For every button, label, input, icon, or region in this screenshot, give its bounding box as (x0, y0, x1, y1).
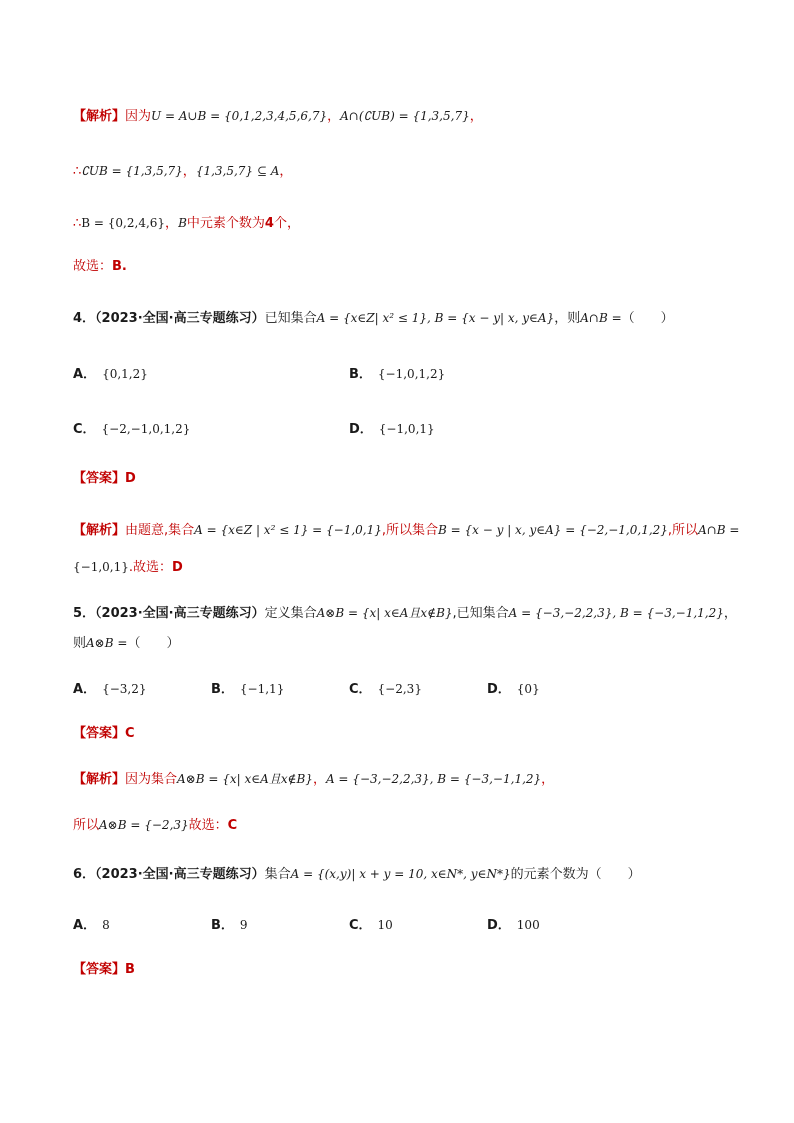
question-text: ， (723, 606, 737, 621)
separator: ， (312, 772, 326, 787)
analysis-label: 【解析】 (73, 772, 126, 787)
question-number: 5． (73, 606, 96, 621)
q6-answer (73, 961, 135, 979)
q4-option-b (349, 365, 445, 384)
q3-analysis-line1 (73, 107, 483, 126)
answer-value: B (125, 962, 135, 977)
option-value: {0} (516, 682, 540, 696)
q4-answer (73, 470, 136, 488)
q5-stem-line2 (73, 634, 179, 653)
count-value: 4 (264, 216, 274, 231)
option-value: {−1,0,1} (378, 422, 435, 436)
question-source: （2023·全国·高三专题练习） (95, 311, 265, 326)
question-text: 集合 (264, 867, 291, 882)
math-expression: B = {0,2,4,6} (81, 216, 166, 230)
q5-answer (73, 725, 135, 743)
question-text: 已知集合 (264, 311, 317, 326)
answer-label: 【答案】 (73, 726, 126, 741)
option-value: {−1,0,1,2} (377, 367, 446, 381)
analysis-text: 中元素个数为 (186, 216, 265, 231)
option-label: C． (349, 918, 372, 933)
answer-label: 【答案】 (73, 962, 126, 977)
option-value: {−2,3} (377, 682, 422, 696)
math-expression: A = {−3,−2,2,3}, B = {−3,−1,1,2} (325, 772, 542, 786)
analysis-label: 【解析】 (73, 109, 126, 124)
option-label: D． (487, 918, 511, 933)
option-value: {−3,2} (102, 682, 147, 696)
question-number: 6． (73, 867, 96, 882)
q5-stem-line1 (73, 604, 737, 623)
analysis-text: 因为集合 (125, 772, 178, 787)
question-text: 的元素个数为（ ） (510, 867, 641, 882)
question-text: 定义集合 (264, 606, 317, 621)
answer-label: 【答案】 (73, 471, 126, 486)
option-value: 8 (102, 918, 110, 932)
option-label: B． (211, 918, 234, 933)
analysis-text: 因为 (125, 109, 152, 124)
separator: ， (469, 109, 483, 124)
q5-analysis-line2 (73, 816, 237, 835)
analysis-text: 由题意,集合 (125, 523, 195, 538)
option-label: D． (349, 422, 373, 437)
q3-analysis-line3 (73, 214, 300, 233)
math-expression: B (178, 216, 187, 230)
math-expression: ∁UB = {1,3,5,7} (81, 164, 183, 178)
math-expression: A⊗B = {x| x∈A且x∉B} (316, 606, 453, 620)
choice-label: .故选： (128, 560, 172, 575)
option-label: B． (211, 682, 234, 697)
question-source: （2023·全国·高三专题练习） (95, 867, 265, 882)
analysis-text: 所以 (73, 818, 100, 833)
answer-value: D (125, 471, 136, 486)
choice-label: 故选： (188, 818, 228, 833)
separator: ， (279, 164, 293, 179)
option-value: {−2,−1,0,1,2} (101, 422, 191, 436)
math-expression: U = A∪B = {0,1,2,3,4,5,6,7} (151, 109, 328, 123)
q4-analysis-line2 (73, 558, 183, 577)
q4-option-a (73, 365, 148, 384)
q5-option-d (487, 680, 540, 699)
option-label: A． (73, 367, 97, 382)
q6-option-c (349, 916, 393, 935)
option-value: {−1,1} (239, 682, 285, 696)
math-expression: A⊗B = {−2,3} (99, 818, 189, 832)
separator: ， (182, 164, 196, 179)
question-text: （ ） (127, 636, 180, 651)
therefore-symbol: ∴ (73, 216, 82, 231)
option-label: A． (73, 682, 97, 697)
q6-stem (73, 865, 641, 884)
math-expression: A∩(∁UB) = {1,3,5,7} (340, 109, 470, 123)
math-expression: {−1,0,1} (73, 560, 129, 574)
question-text: ,已知集合 (452, 606, 509, 621)
math-expression: A⊗B = {x| x∈A且x∉B} (177, 772, 313, 786)
option-label: C． (349, 682, 372, 697)
analysis-text: 个， (273, 216, 300, 231)
q5-option-c (349, 680, 422, 699)
choice-value: D (172, 560, 183, 575)
option-label: A． (73, 918, 97, 933)
math-expression: A = {x∈Z| x² ≤ 1}, B = {x − y| x, y∈A} (316, 311, 555, 325)
math-expression: A = {−3,−2,2,3}, B = {−3,−1,1,2} (508, 606, 724, 620)
q4-analysis-line1 (73, 521, 739, 540)
q6-option-d (487, 916, 540, 935)
choice-value: B. (112, 259, 127, 274)
q5-option-b (211, 680, 284, 699)
question-number: 4． (73, 311, 96, 326)
choice-value: C (227, 818, 238, 833)
math-expression: A = {(x,y)| x + y = 10, x∈N*, y∈N*} (290, 867, 511, 881)
q3-choice-line (73, 258, 127, 276)
q6-option-a (73, 916, 110, 935)
analysis-label: 【解析】 (73, 523, 126, 538)
q4-option-d (349, 420, 435, 439)
q4-stem (73, 309, 674, 328)
math-expression: {1,3,5,7} ⊆ A (195, 164, 280, 178)
option-value: 10 (377, 918, 393, 932)
option-value: 100 (516, 918, 540, 932)
analysis-text: ,所以 (667, 523, 699, 538)
q6-option-b (211, 916, 248, 935)
math-expression: B = {x − y | x, y∈A} = {−2,−1,0,1,2} (438, 523, 668, 537)
question-text: 则 (73, 636, 87, 651)
separator: ， (165, 216, 179, 231)
q5-analysis-line1 (73, 770, 554, 789)
q5-option-a (73, 680, 146, 699)
math-expression: A⊗B = (86, 636, 128, 650)
question-text: （ ） (621, 311, 674, 326)
option-label: D． (487, 682, 511, 697)
q3-analysis-line2 (73, 162, 292, 181)
analysis-text: ,所以集合 (381, 523, 439, 538)
option-label: B． (349, 367, 372, 382)
therefore-symbol: ∴ (73, 164, 82, 179)
question-text: ，则 (554, 311, 581, 326)
q4-option-c (73, 420, 190, 439)
math-expression: A = {x∈Z | x² ≤ 1} = {−1,0,1} (194, 523, 382, 537)
choice-label: 故选： (73, 259, 113, 274)
answer-value: C (125, 726, 135, 741)
option-label: C． (73, 422, 96, 437)
math-expression: A∩B = (698, 523, 740, 537)
option-value: 9 (239, 918, 248, 932)
separator: ， (327, 109, 341, 124)
separator: ， (541, 772, 555, 787)
option-value: {0,1,2} (102, 367, 148, 381)
math-expression: A∩B = (580, 311, 622, 325)
question-source: （2023·全国·高三专题练习） (95, 606, 265, 621)
